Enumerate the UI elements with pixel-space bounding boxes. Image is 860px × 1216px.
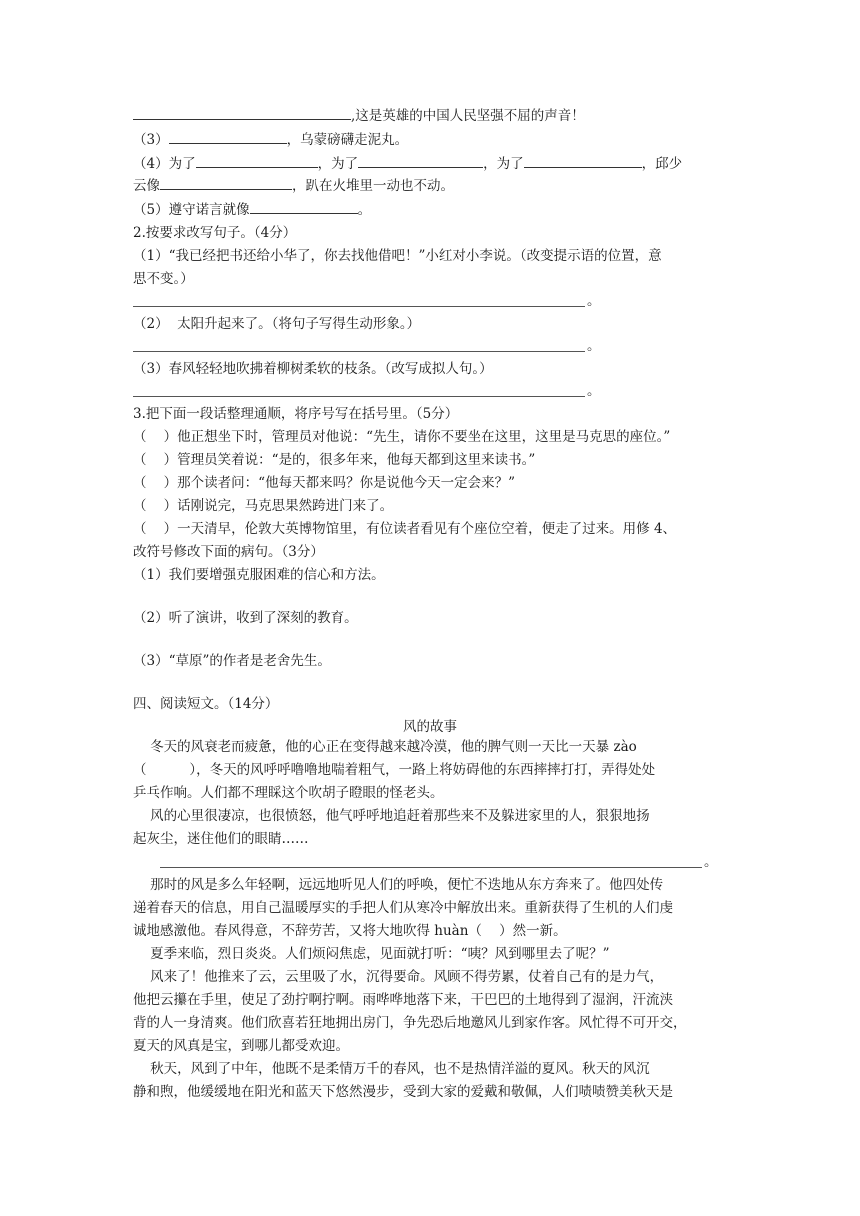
- fill-line-4b: [133, 176, 454, 195]
- paragraph-line: 他把云攥在手里，使足了劲拧啊拧啊。雨哗哗地落下来，干巴巴的土地得到了湿润，汗流浃: [133, 992, 673, 1008]
- fill-line-2: [133, 106, 585, 125]
- line-text: ，邱少: [641, 156, 683, 172]
- end-mark: 。: [587, 293, 601, 309]
- line-text: ，为了: [483, 156, 524, 172]
- question-text: （3）“草原”的作者是老舍先生。: [133, 653, 331, 669]
- paragraph-line: 背的人一身清爽。他们欣喜若狂地拥出房门，争先恐后地邀风儿到家作客。风忙得不可开交，: [133, 1015, 687, 1031]
- paragraph-line: 那时的风是多么年轻啊，远远地听见人们的呼唤，便忙不迭地从东方奔来了。他四处传: [133, 877, 664, 893]
- paragraph-line: 夏天的风真是宝，到哪儿都受欢迎。: [133, 1038, 349, 1054]
- paragraph-line: （ ），冬天的风呼呼噜噜地喘着粗气，一路上将妨碍他的东西摔摔打打，弄得处处: [133, 762, 656, 778]
- question-text: （2） 太阳升起来了。（将句子写得生动形象。）: [133, 316, 421, 332]
- paragraph-line: 风来了！他推来了云，云里吸了水，沉得要命。风顾不得劳累，仗着自己有的是力气，: [133, 969, 664, 985]
- section-heading: 四、阅读短文。（14分）: [133, 696, 279, 712]
- fill-line-5: [133, 200, 371, 219]
- paragraph-line: 起灰尘，迷住他们的眼睛……: [133, 831, 309, 847]
- answer-line[interactable]: [133, 306, 585, 307]
- order-item: （ ）一天清早，伦敦大英博物馆里，有位读者看见有个座位空着，便走了过来。用修 4、: [133, 521, 677, 537]
- section-title: 改符号修改下面的病句。（3分）: [133, 544, 324, 560]
- answer-line[interactable]: [133, 396, 585, 397]
- paragraph-line: 静和煦，他缓缓地在阳光和蓝天下悠然漫步，受到大家的爱戴和敬佩，人们啧啧赞美秋天是: [133, 1084, 673, 1100]
- blank[interactable]: [524, 154, 642, 168]
- blank[interactable]: [160, 176, 292, 190]
- paragraph-line: 夏季来临，烈日炎炎。人们烦闷焦虑，见面就打听：“咦？风到哪里去了呢？”: [133, 946, 610, 962]
- order-item: （ ）管理员笑着说：“是的，很多年来，他每天都到这里来读书。”: [133, 452, 536, 468]
- end-mark: 。: [704, 854, 718, 870]
- paragraph-line: 递着春天的信息，用自己温暖厚实的手把人们从寒冷中解放出来。重新获得了生机的人们虔: [133, 900, 673, 916]
- blank[interactable]: [250, 200, 358, 214]
- paragraph-line: 秋天，风到了中年，他既不是柔情万千的春风，也不是热情洋溢的夏风。秋天的风沉: [133, 1061, 650, 1077]
- line-text: 。: [357, 202, 372, 218]
- order-item: （ ）话刚说完，马克思果然跨进门来了。: [133, 498, 394, 514]
- line-text: ,这是英雄的中国人民坚强不屈的声音！: [351, 108, 585, 124]
- blank[interactable]: [358, 154, 483, 168]
- end-mark: 。: [587, 338, 601, 354]
- blank[interactable]: [196, 154, 318, 168]
- question-text: （2）听了演讲，收到了深刻的教育。: [133, 610, 358, 626]
- item-number: （3）: [133, 132, 169, 148]
- paragraph-line: 风的心里很凄凉，也很愤怒，他气呼呼地追赶着那些来不及躲进家里的人，狠狠地扬: [133, 808, 650, 824]
- question-text: 思不变。）: [133, 271, 194, 287]
- line-text: 云像: [133, 178, 160, 194]
- question-text: （1）我们要增强克服困难的信心和方法。: [133, 567, 385, 583]
- section-title: 3.把下面一段话整理通顺，将序号写在括号里。（5分）: [133, 406, 459, 422]
- end-mark: 。: [587, 383, 601, 399]
- item-number: （4）为了: [133, 156, 196, 172]
- fill-line-3: [133, 130, 408, 149]
- blank[interactable]: [133, 106, 351, 120]
- order-item: （ ）那个读者问：“他每天都来吗？你是说他今天一定会来？”: [133, 475, 515, 491]
- order-item: （ ）他正想坐下时，管理员对他说：“先生，请你不要坐在这里，这里是马克思的座位。”: [133, 429, 671, 445]
- paragraph-line: 冬天的风衰老而疲惫，他的心正在变得越来越冷漠，他的脾气则一天比一天暴 zào: [133, 739, 637, 755]
- fill-line-4: [133, 154, 682, 173]
- paragraph-line: 诚地感激他。春风得意，不辞劳苦，又将大地吹得 huàn（ ）然一新。: [133, 923, 567, 939]
- blank[interactable]: [169, 130, 287, 144]
- line-text: ，乌蒙磅礴走泥丸。: [286, 132, 409, 148]
- story-title: 风的故事: [403, 719, 457, 735]
- answer-line[interactable]: [160, 867, 702, 868]
- line-text: （5）遵守诺言就像: [133, 202, 250, 218]
- paragraph-line: 乒乓作响。人们都不理睬这个吹胡子瞪眼的怪老头。: [133, 785, 444, 801]
- section-title: 2.按要求改写句子。（4分）: [133, 225, 297, 241]
- line-text: ，为了: [317, 156, 359, 172]
- answer-line[interactable]: [133, 351, 585, 352]
- question-text: （3）春风轻轻地吹拂着柳树柔软的枝条。（改写成拟人句。）: [133, 361, 493, 377]
- line-text: ，趴在火堆里一动也不动。: [292, 178, 454, 194]
- question-text: （1）“我已经把书还给小华了，你去找他借吧！”小红对小李说。（改变提示语的位置，意: [133, 248, 662, 264]
